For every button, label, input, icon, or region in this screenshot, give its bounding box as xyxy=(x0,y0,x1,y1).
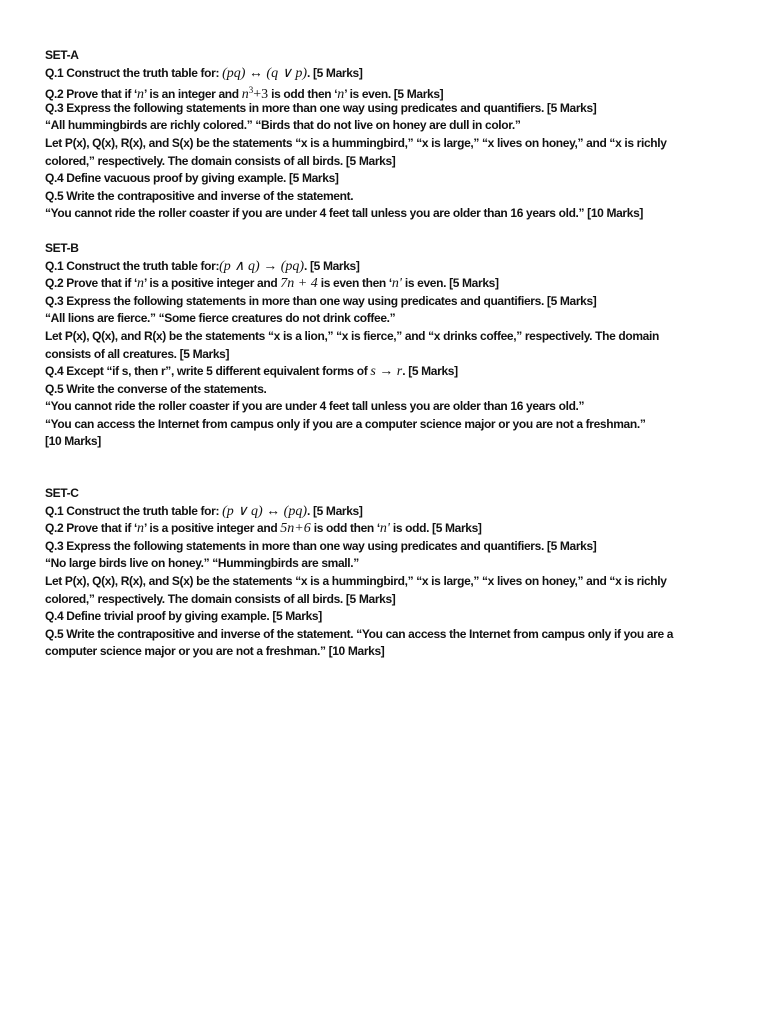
math-operator: ↔ xyxy=(245,65,267,81)
set-b-q3-let-1: Let P(x), Q(x), and R(x) be the statements “x is a lion,” “x is fierce,” and “x drinks coffee,” respectively. The domain xyxy=(45,328,659,343)
set-b-q3: Q.3 Express the following statements in more than one way using predicates and quantifiers. [5 Marks] xyxy=(45,293,597,308)
q4-marks: . [5 Marks] xyxy=(402,364,458,379)
set-a-title: SET-A xyxy=(45,48,79,62)
set-b-q5-marks: [10 Marks] xyxy=(45,434,101,449)
set-b-title: SET-B xyxy=(45,240,79,255)
q1-text: Q.1 Construct the truth table for: xyxy=(45,65,223,80)
q2-text: ’ is an integer and xyxy=(144,87,242,102)
math-var: n xyxy=(241,87,249,103)
math-expr: (p ∧ q) xyxy=(219,258,260,274)
set-b-q5-quote-1: “You cannot ride the roller coaster if you are under 4 feet tall unless you are older than 16 years old.” xyxy=(45,399,585,414)
math-expr: (q ∨ p) xyxy=(266,65,307,81)
set-c-q3-quote: “No large birds live on honey.” “Hummingbirds are small.” xyxy=(45,556,359,571)
set-a-q3-quote: “All hummingbirds are richly colored.” “Birds that do not live on honey are dull in color.” xyxy=(45,118,521,133)
set-c xyxy=(45,485,745,661)
q2-text: is odd then ‘ xyxy=(268,87,338,102)
math-var: n' xyxy=(391,276,402,292)
set-a-q4: Q.4 Define vacuous proof by giving example. [5 Marks] xyxy=(45,171,339,186)
set-a-q3-let-2: colored,” respectively. The domain consists of all birds. [5 Marks] xyxy=(45,153,396,168)
set-c-q3-let-1: Let P(x), Q(x), R(x), and S(x) be the statements “x is a hummingbird,” “x is large,” “x lives on honey,” and “x is richly xyxy=(45,574,667,589)
math-operator: → xyxy=(259,258,281,274)
spacer xyxy=(45,468,745,485)
set-a-q2 xyxy=(45,82,745,103)
q1-marks: . [5 Marks] xyxy=(307,65,363,80)
set-b-q2 xyxy=(45,275,745,293)
q2-text: is even then ‘ xyxy=(317,276,392,291)
q2-text: ’ is a positive integer and xyxy=(144,276,281,291)
q2-text: is odd then ‘ xyxy=(310,521,380,536)
q2-text: Q.2 Prove that if ‘ xyxy=(45,87,138,102)
set-b-q3-quote: “All lions are fierce.” “Some fierce creatures do not drink coffee.” xyxy=(45,311,396,326)
set-c-q5-1: Q.5 Write the contrapositive and inverse of the statement. “You can access the Internet from campus only if you are a xyxy=(45,626,674,641)
math-var: n xyxy=(137,87,145,103)
set-b-q4 xyxy=(45,363,745,381)
set-b-q5: Q.5 Write the converse of the statements. xyxy=(45,381,267,396)
set-a-q3: Q.3 Express the following statements in more than one way using predicates and quantifiers. [5 Marks] xyxy=(45,100,597,115)
q1-text: Q.1 Construct the truth table for: xyxy=(45,503,223,518)
math-expr: (pq) xyxy=(222,65,246,81)
q1-marks: . [5 Marks] xyxy=(304,258,360,273)
math-expr: +3 xyxy=(253,87,269,103)
set-a-q1 xyxy=(45,65,745,83)
set-b-q1 xyxy=(45,258,745,276)
q1-text: Q.1 Construct the truth table for: xyxy=(45,258,220,273)
math-exponent: 3 xyxy=(248,85,254,96)
set-a-q3-let-1: Let P(x), Q(x), R(x), and S(x) be the statements “x is a hummingbird,” “x is large,” “x lives on honey,” and “x is richly xyxy=(45,135,667,150)
math-expr: s → r xyxy=(370,364,403,380)
set-c-q5-2: computer science major or you are not a freshman.” [10 Marks] xyxy=(45,644,385,659)
q2-text: ’ is a positive integer and xyxy=(144,521,281,536)
set-a-q5-quote: “You cannot ride the roller coaster if you are under 4 feet tall unless you are older than 16 years old.” [10 Marks] xyxy=(45,206,644,221)
math-expr: (p ∨ q) xyxy=(222,503,263,519)
q2-text: Q.2 Prove that if ‘ xyxy=(45,276,138,291)
math-operator: ↔ xyxy=(262,503,284,519)
math-var: n xyxy=(337,87,345,103)
math-var: n xyxy=(137,521,145,537)
math-expr: 7n + 4 xyxy=(280,276,318,292)
q2-marks: is odd. [5 Marks] xyxy=(389,521,482,536)
q2-text: Q.2 Prove that if ‘ xyxy=(45,521,138,536)
math-var: n xyxy=(137,276,145,292)
set-c-q3: Q.3 Express the following statements in more than one way using predicates and quantifiers. [5 Marks] xyxy=(45,538,597,553)
set-c-q1 xyxy=(45,503,745,521)
q1-marks: . [5 Marks] xyxy=(307,503,363,518)
math-expr: (pq) xyxy=(280,258,305,274)
q2-marks: ’ is even. [5 Marks] xyxy=(344,87,444,102)
exam-document xyxy=(45,47,745,678)
set-a xyxy=(45,47,745,223)
set-b-q5-quote-2: “You can access the Internet from campus only if you are a computer science major or you are not a freshman.” xyxy=(45,416,646,431)
set-b-q3-let-2: consists of all creatures. [5 Marks] xyxy=(45,346,230,361)
math-expr: 5n+6 xyxy=(280,521,311,537)
set-c-q4: Q.4 Define trivial proof by giving example. [5 Marks] xyxy=(45,609,322,624)
math-expr: (pq) xyxy=(283,503,307,519)
set-c-title: SET-C xyxy=(45,486,79,501)
math-var: n' xyxy=(379,521,390,537)
q2-marks: is even. [5 Marks] xyxy=(401,276,499,291)
q4-text: Q.4 Except “if s, then r”, write 5 different equivalent forms of xyxy=(45,364,371,379)
set-b xyxy=(45,240,745,451)
set-c-q2 xyxy=(45,520,745,538)
set-c-q3-let-2: colored,” respectively. The domain consists of all birds. [5 Marks] xyxy=(45,591,396,606)
set-a-q5: Q.5 Write the contrapositive and inverse of the statement. xyxy=(45,188,354,203)
